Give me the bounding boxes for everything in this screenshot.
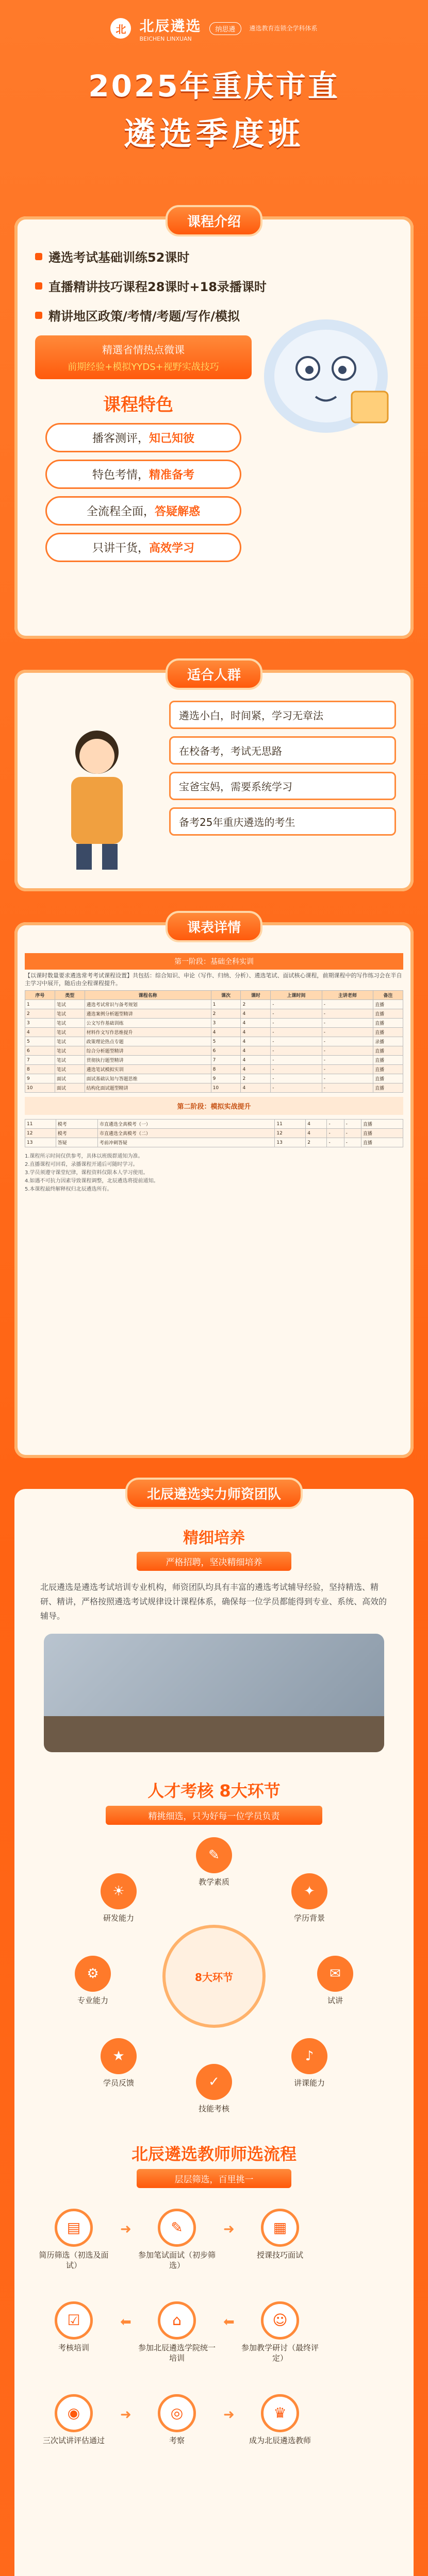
table-cell: 9 <box>25 1074 55 1083</box>
table-cell: 直播 <box>373 1065 403 1074</box>
table-cell: 材料作文写作思维提升 <box>85 1028 211 1037</box>
table-cell: - <box>271 1000 322 1009</box>
table-cell: 8 <box>211 1065 241 1074</box>
table-row <box>25 1074 403 1083</box>
flow-step: ◎ 考察 <box>138 2394 216 2446</box>
table-cell: 4 <box>241 1083 271 1093</box>
pen-icon: ✎ <box>158 2209 196 2247</box>
fine-print-line: 3.学员须遵守课堂纪律，课程资料仅限本人学习使用。 <box>25 1170 149 1176</box>
table-cell: - <box>322 1037 373 1046</box>
table-cell: - <box>271 1037 322 1046</box>
schedule-table <box>25 990 403 1093</box>
fine-print-line: 5.本课程最终解释权归北辰遴选所有。 <box>25 1187 112 1192</box>
fine-print <box>25 1153 403 1194</box>
ring-node: ✦ 学历背景 <box>286 1873 333 1923</box>
table-header: 上课时间 <box>271 991 322 1000</box>
table-cell: - <box>322 1028 373 1037</box>
table-header: 课时 <box>241 991 271 1000</box>
mic-icon: ♪ <box>291 2038 327 2074</box>
arrow-right-icon: ➜ <box>120 2222 131 2237</box>
table-cell: 4 <box>211 1028 241 1037</box>
table-cell: 笔试 <box>55 1037 85 1046</box>
ring-center: 8大环节 <box>162 1925 266 2028</box>
table-cell: 13 <box>25 1138 56 1147</box>
table-header: 序号 <box>25 991 55 1000</box>
table-row <box>25 1065 403 1074</box>
table-header: 课程名称 <box>85 991 211 1000</box>
table-cell: - <box>327 1129 344 1138</box>
table-cell: 直播 <box>373 1019 403 1028</box>
team-ribbon: 严格招聘，坚决精细培养 <box>137 1552 291 1571</box>
table-cell: - <box>271 1056 322 1065</box>
table-cell: 6 <box>211 1046 241 1056</box>
audience-item: 在校备考，考试无思路 <box>169 736 396 765</box>
table-row <box>25 1138 403 1147</box>
flow-title: 北辰遴选教师师选流程 <box>131 2144 297 2164</box>
arrow-right-icon: ➜ <box>223 2222 235 2237</box>
audience-item: 宝爸宝妈，需要系统学习 <box>169 772 396 800</box>
table-cell: 笔试 <box>55 1046 85 1056</box>
table-cell: 11 <box>275 1120 306 1129</box>
intro-tag: 课程介绍 <box>166 205 262 236</box>
flow-step: ✎ 参加笔试面试（初步筛选） <box>138 2209 216 2270</box>
table-cell: 5 <box>25 1037 55 1046</box>
table-header: 主讲老师 <box>322 991 373 1000</box>
table-cell: 1 <box>25 1000 55 1009</box>
bullet-icon <box>35 282 42 290</box>
table-cell: 贯彻执行题型精讲 <box>85 1056 211 1065</box>
table-cell: - <box>322 1019 373 1028</box>
chat-icon: ✉ <box>317 1956 353 1992</box>
table-cell: 直播 <box>361 1120 403 1129</box>
table-cell: 直播 <box>373 1028 403 1037</box>
teacher-icon: ♛ <box>261 2394 299 2432</box>
table-cell: 笔试 <box>55 1000 85 1009</box>
table-cell: 笔试 <box>55 1056 85 1065</box>
team-paragraph: 北辰遴选是遴选考试培训专业机构，师资团队均具有丰富的遴选考试辅导经验，坚持精选、精研、精讲，严格按照遴选考试规律设计课程体系，确保每一位学员都能得到专业、系统、高效的辅导。 <box>40 1582 387 1621</box>
board-icon: ▦ <box>261 2209 299 2247</box>
table-cell: - <box>271 1046 322 1056</box>
table-cell: 笔试 <box>55 1019 85 1028</box>
table-cell: - <box>344 1120 361 1129</box>
audience-item: 遴选小白，时间紧，学习无章法 <box>169 701 396 729</box>
table-header: 备注 <box>373 991 403 1000</box>
logo-icon: 北 <box>110 18 131 39</box>
arrow-left-icon: ⬅ <box>120 2314 131 2330</box>
table-cell: - <box>344 1138 361 1147</box>
flow-step: ☺ 参加教学研讨（最终评定） <box>241 2301 319 2363</box>
table-row <box>25 1009 403 1019</box>
ring-node: ♪ 讲课能力 <box>286 2038 333 2088</box>
fine-print-line: 4.如遇不可抗力因素导致课程调整，北辰遴选将提前通知。 <box>25 1178 159 1184</box>
team-subtitle: 精细培养 <box>183 1529 245 1547</box>
gear-icon: ⚙ <box>75 1956 111 1992</box>
table-cell: 直播 <box>373 1009 403 1019</box>
table-cell: 4 <box>306 1120 327 1129</box>
table-cell: - <box>322 1065 373 1074</box>
book-icon: ✎ <box>196 1837 232 1873</box>
feature-pill: 只讲干货，高效学习 <box>45 533 241 562</box>
table-row <box>25 1037 403 1046</box>
school-icon: ⌂ <box>158 2301 196 2340</box>
table-cell: 4 <box>241 1009 271 1019</box>
grow-ribbon: 精挑细选，只为好每一位学员负责 <box>106 1806 322 1825</box>
ring-node: ✉ 试讲 <box>312 1956 358 2006</box>
table-cell: 3 <box>25 1019 55 1028</box>
feature-pill: 特色考情，精准备考 <box>45 460 241 489</box>
table-cell: 12 <box>25 1129 56 1138</box>
feature-title: 课程特色 <box>103 395 173 415</box>
audience-card <box>14 670 414 891</box>
table-cell: 4 <box>241 1037 271 1046</box>
arrow-right-icon: ➜ <box>120 2407 131 2422</box>
schedule-stage2: 第二阶段：模拟实战提升 <box>25 1097 403 1115</box>
table-cell: - <box>322 1056 373 1065</box>
feature-pill: 播客测评，知己知彼 <box>45 423 241 452</box>
clipboard-icon: ☑ <box>55 2301 93 2340</box>
audience-item: 备考25年重庆遴选的考生 <box>169 807 396 836</box>
flow-step: ☑ 考核培训 <box>35 2301 112 2353</box>
selection-flow <box>35 2198 393 2487</box>
top-bar <box>0 0 428 57</box>
eye-icon: ◎ <box>158 2394 196 2432</box>
table-cell: 2 <box>241 1000 271 1009</box>
table-cell: 4 <box>241 1046 271 1056</box>
table-cell: 2 <box>25 1009 55 1019</box>
table-cell: 4 <box>241 1065 271 1074</box>
arrow-left-icon: ⬅ <box>223 2314 235 2330</box>
table-cell: 遴选考试常识与备考规划 <box>85 1000 211 1009</box>
table-cell: 笔试 <box>55 1009 85 1019</box>
table-cell: 直播 <box>373 1000 403 1009</box>
person-icon <box>40 716 154 871</box>
table-cell: - <box>271 1083 322 1093</box>
table-cell: - <box>271 1028 322 1037</box>
mascot-icon <box>254 299 398 443</box>
table-cell: 6 <box>25 1046 55 1056</box>
flow-step: ◉ 三次试讲评估通过 <box>35 2394 112 2446</box>
fine-print-line: 1.课程所示时间仅供参考，具体以班级群通知为准。 <box>25 1154 143 1159</box>
table-cell: 综合分析题型精讲 <box>85 1046 211 1056</box>
grow-title: 人才考核 8大环节 <box>147 1781 281 1801</box>
intro-item: 精讲地区政策/考情/考题/写作/模拟 <box>35 306 393 324</box>
brand-pill: 纳思遴 <box>209 22 241 35</box>
table-cell: 笔试 <box>55 1065 85 1074</box>
bulb-icon: ☀ <box>101 1873 137 1909</box>
presentation-icon: ◉ <box>55 2394 93 2432</box>
flow-step: ▤ 简历筛选（初选及面试） <box>35 2209 112 2270</box>
table-cell: 模考 <box>56 1129 97 1138</box>
table-cell: 考前冲刺答疑 <box>97 1138 275 1147</box>
arrow-right-icon: ➜ <box>223 2407 235 2422</box>
table-cell: - <box>322 1009 373 1019</box>
schedule-stage1: 第一阶段：基础全科实训 <box>25 953 403 970</box>
feature-pill: 全流程全面，答疑解惑 <box>45 496 241 526</box>
star-icon: ★ <box>101 2038 137 2074</box>
table-cell: - <box>322 1046 373 1056</box>
table-cell: - <box>322 1000 373 1009</box>
table-cell: 直播 <box>373 1056 403 1065</box>
ring-node: ✎ 教学素质 <box>191 1837 237 1887</box>
table-header: 课次 <box>211 991 241 1000</box>
ring-node: ✓ 技能考核 <box>191 2064 237 2114</box>
table-cell: - <box>322 1074 373 1083</box>
ring-node: ☀ 研发能力 <box>95 1873 142 1923</box>
table-cell: - <box>271 1019 322 1028</box>
table-cell: 9 <box>211 1074 241 1083</box>
intro-item: 遴选考试基础训练52课时 <box>35 247 393 265</box>
team-card <box>14 1489 414 2576</box>
table-cell: 8 <box>25 1065 55 1074</box>
table-cell: - <box>327 1138 344 1147</box>
table-cell: 10 <box>25 1083 55 1093</box>
bullet-icon <box>35 312 42 319</box>
table-cell: 市直遴选全真模考（一） <box>97 1120 275 1129</box>
table-cell: 结构化面试题型精讲 <box>85 1083 211 1093</box>
schedule-tag: 课表详情 <box>166 911 262 942</box>
table-cell: 5 <box>211 1037 241 1046</box>
table-cell: 2 <box>211 1009 241 1019</box>
schedule-card <box>14 922 414 1458</box>
table-cell: 直播 <box>373 1046 403 1056</box>
table-cell: - <box>327 1120 344 1129</box>
schedule-table-2 <box>25 1119 403 1147</box>
table-cell: 4 <box>241 1028 271 1037</box>
cap-icon: ✦ <box>291 1873 327 1909</box>
table-cell: 笔试 <box>55 1028 85 1037</box>
flow-step: ♛ 成为北辰遴选教师 <box>241 2394 319 2446</box>
table-cell: 录播 <box>373 1037 403 1046</box>
table-row <box>25 1046 403 1056</box>
table-cell: 模考 <box>56 1120 97 1129</box>
table-cell: 13 <box>275 1138 306 1147</box>
table-cell: 遴选笔试模拟实训 <box>85 1065 211 1074</box>
highlight-box: 精選省情热点微课 前期经验+模拟YYDS+视野实战技巧 <box>35 335 252 379</box>
table-cell: 2 <box>241 1074 271 1083</box>
intro-item: 直播精讲技巧课程28课时+18录播课时 <box>35 277 393 295</box>
audience-list <box>169 701 396 843</box>
table-row <box>25 1129 403 1138</box>
hero <box>0 57 428 154</box>
team-photo <box>44 1634 384 1752</box>
table-cell: - <box>271 1074 322 1083</box>
table-cell: 3 <box>211 1019 241 1028</box>
table-cell: 10 <box>211 1083 241 1093</box>
table-cell: - <box>322 1083 373 1093</box>
table-cell: - <box>271 1065 322 1074</box>
flow-step: ▦ 授课技巧面试 <box>241 2209 319 2260</box>
bullet-icon <box>35 253 42 260</box>
table-cell: 7 <box>25 1056 55 1065</box>
table-cell: 直播 <box>361 1129 403 1138</box>
intro-card <box>14 216 414 639</box>
table-cell: 直播 <box>361 1138 403 1147</box>
table-cell: - <box>271 1009 322 1019</box>
table-cell: 7 <box>211 1056 241 1065</box>
ring-node: ⚙ 专业能力 <box>70 1956 116 2006</box>
table-cell: 12 <box>275 1129 306 1138</box>
table-cell: 面试 <box>55 1083 85 1093</box>
table-cell: 面试 <box>55 1074 85 1083</box>
ring-node: ★ 学员反馈 <box>95 2038 142 2088</box>
table-cell: 11 <box>25 1120 56 1129</box>
table-cell: 政策理论热点专题 <box>85 1037 211 1046</box>
table-cell: 答疑 <box>56 1138 97 1147</box>
resume-icon: ▤ <box>55 2209 93 2247</box>
table-cell: 遴选案例分析题型精讲 <box>85 1009 211 1019</box>
eight-steps-ring <box>70 1837 358 2115</box>
table-cell: 2 <box>306 1138 327 1147</box>
table-row <box>25 1000 403 1009</box>
table-cell: - <box>344 1129 361 1138</box>
table-row <box>25 1083 403 1093</box>
table-row <box>25 1019 403 1028</box>
table-row <box>25 1056 403 1065</box>
audience-tag: 适合人群 <box>166 658 262 690</box>
slogan: 遴选教育连锁全学科体系 <box>249 25 318 32</box>
brand-name: 北辰遴选 <box>139 17 202 35</box>
table-cell: 面试基础认知与答题思维 <box>85 1074 211 1083</box>
fine-print-line: 2.直播课程可回看，录播课程开通后可随时学习。 <box>25 1162 138 1167</box>
table-cell: 4 <box>25 1028 55 1037</box>
table-cell: 直播 <box>373 1074 403 1083</box>
flow-step: ⌂ 参加北辰遴选学院统一培训 <box>138 2301 216 2363</box>
table-row <box>25 1028 403 1037</box>
table-cell: 4 <box>241 1056 271 1065</box>
brand-en: BEICHEN LINXUAN <box>139 35 192 42</box>
table-cell: 直播 <box>373 1083 403 1093</box>
table-cell: 公文写作基础训练 <box>85 1019 211 1028</box>
check-icon: ✓ <box>196 2064 232 2100</box>
discuss-icon: ☺ <box>261 2301 299 2340</box>
team-tag: 北辰遴选实力师资团队 <box>125 1478 303 1509</box>
hero-title-1: 2025年重庆市直 <box>88 69 340 104</box>
table-cell: 1 <box>211 1000 241 1009</box>
table-cell: 市直遴选全真模考（二） <box>97 1129 275 1138</box>
schedule-note: 【以课时数量要求遴选常考考试课程设置】共包括：综合知识、申论（写作、归纳、分析）、遴选笔试、面试核心课程，前期课程中的写作练习会在半自主学习中展开，随后由全程课程提升。 <box>25 972 402 987</box>
table-cell: 4 <box>306 1129 327 1138</box>
flow-ribbon: 层层筛选，百里挑一 <box>137 2169 291 2188</box>
table-cell: 4 <box>241 1019 271 1028</box>
table-row <box>25 1120 403 1129</box>
hero-title-2: 遴选季度班 <box>123 115 304 152</box>
table-header: 类型 <box>55 991 85 1000</box>
